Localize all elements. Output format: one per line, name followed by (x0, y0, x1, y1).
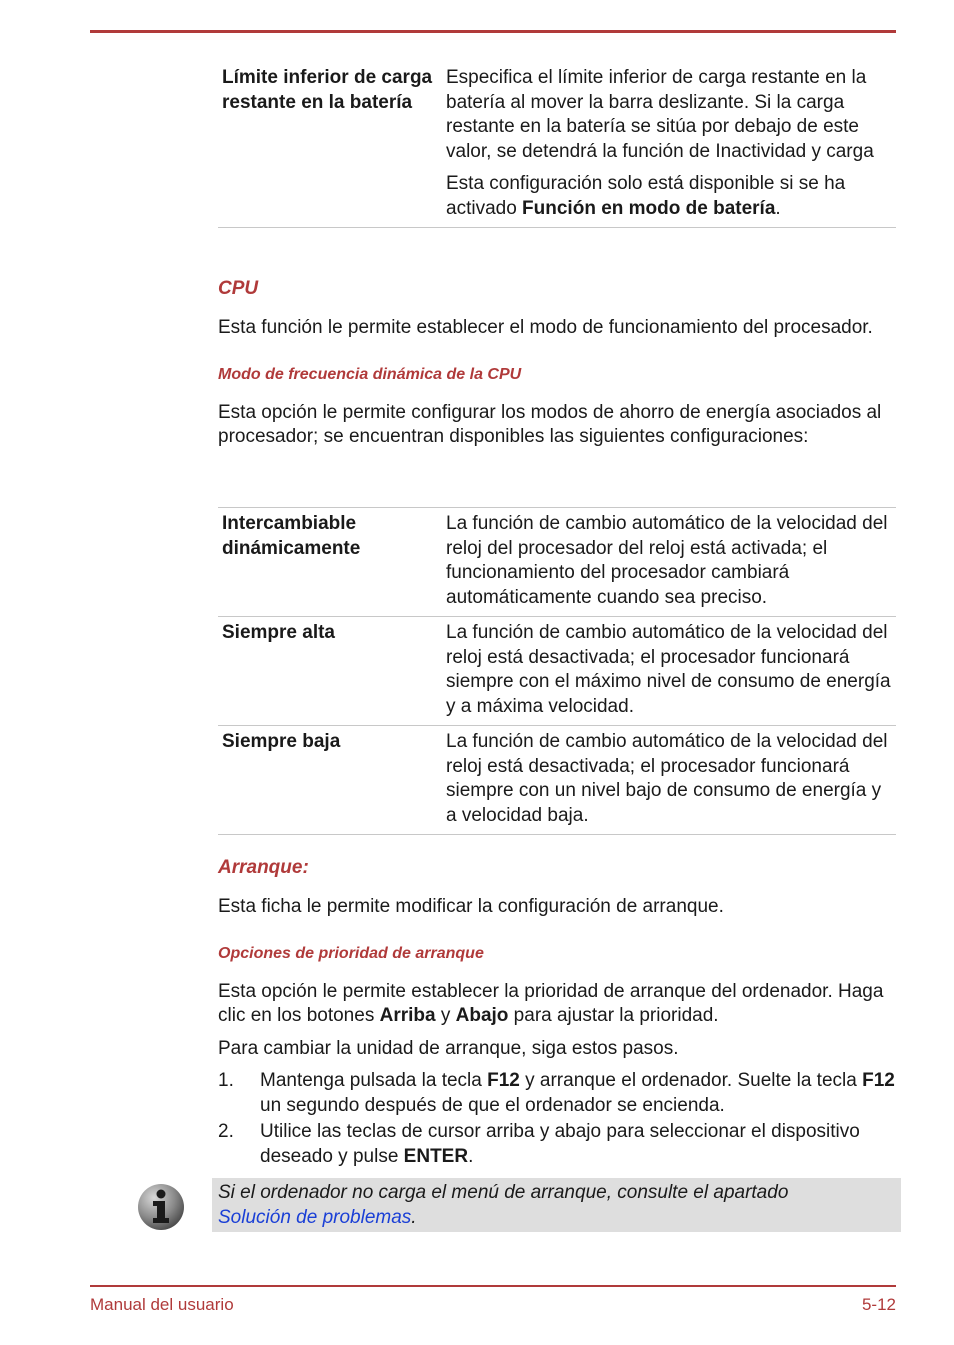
section-intro: Esta función le permite establecer el modo de funcionamiento del procesador. (218, 317, 873, 338)
table-row (218, 726, 896, 835)
subsection-heading: Modo de frecuencia dinámica de la CPU (218, 365, 522, 383)
term-label: Siempre alta (222, 622, 335, 643)
step-text: Mantenga pulsada la tecla F12 y arranque el ordenador. Suelte la tecla F12 un segundo después de que el ordenador se encienda. (260, 1070, 895, 1116)
steps-list (218, 1069, 896, 1169)
bold-term: Función en modo de batería (522, 197, 776, 219)
term-label: Siempre baja (222, 731, 341, 752)
step-number: 1. (218, 1070, 234, 1091)
step-number: 2. (218, 1121, 234, 1142)
section-heading: Arranque: (218, 857, 309, 878)
header-rule (90, 30, 896, 33)
section-heading: CPU (218, 278, 259, 299)
button-name-down: Abajo (455, 1005, 509, 1026)
subsection-intro: Esta opción le permite configurar los modos de ahorro de energía asociados al procesador; se encuentran disponibles las siguientes configuraciones: (218, 401, 882, 447)
list-item (218, 1120, 896, 1169)
steps-intro: Para cambiar la unidad de arranque, siga estos pasos. (218, 1037, 679, 1059)
step-text: Utilice las teclas de cursor arriba y abajo para seleccionar el dispositivo deseado y pulse ENTER. (260, 1121, 860, 1167)
term-label: Intercambiable dinámicamente (222, 513, 361, 559)
boot-priority-paragraph: Esta opción le permite establecer la prioridad de arranque del ordenador. Haga clic en los botones Arriba y Abajo para ajustar la prioridad. (218, 980, 884, 1026)
troubleshooting-link[interactable]: Solución de problemas (218, 1206, 412, 1228)
table-row (218, 507, 896, 617)
key-name: F12 (487, 1070, 520, 1091)
page-number: 5-12 (861, 1295, 896, 1314)
button-name-up: Arriba (379, 1005, 436, 1026)
term-description: La función de cambio automático de la velocidad del reloj está desactivada; el procesador funcionará siempre con un nivel bajo de consumo de energía y a velocidad baja. (446, 731, 888, 826)
description-paragraph: Esta configuración solo está disponible si se ha activado Función en modo de batería. (446, 173, 846, 219)
section-intro: Esta ficha le permite modificar la configuración de arranque. (218, 896, 724, 917)
key-name: F12 (862, 1070, 895, 1091)
note-box: Si el ordenador no carga el menú de arranque, consulte el apartado Solución de problemas. (212, 1178, 901, 1232)
boot-section (218, 857, 896, 1171)
key-name: ENTER (403, 1145, 469, 1167)
battery-threshold-table (218, 62, 896, 228)
subsection-heading: Opciones de prioridad de arranque (218, 944, 484, 962)
cpu-modes-table (218, 507, 896, 835)
cpu-section (218, 278, 896, 450)
term-label: Límite inferior de carga restante en la batería (222, 67, 433, 113)
term-description: La función de cambio automático de la velocidad del reloj del procesador del reloj está activada; el funcionamiento del procesador cambiará automáticamente cuando sea preciso. (446, 513, 888, 608)
note-text: Si el ordenador no carga el menú de arranque, consulte el apartado (218, 1182, 789, 1203)
table-row (218, 617, 896, 726)
description-paragraph: Especifica el límite inferior de carga restante en la batería al mover la barra deslizante. Si la carga restante en la batería se sitúa por debajo de este valor, se detendrá la función de Inactividad y carga (446, 67, 874, 162)
footer-title: Manual del usuario (90, 1295, 234, 1314)
info-icon (136, 1182, 186, 1232)
term-description (442, 62, 896, 227)
term-description: La función de cambio automático de la velocidad del reloj está desactivada; el procesador funcionará siempre con el máximo nivel de consumo de energía y a máxima velocidad. (446, 622, 891, 717)
list-item (218, 1069, 896, 1118)
table-row (218, 62, 896, 228)
footer-rule (90, 1285, 896, 1287)
